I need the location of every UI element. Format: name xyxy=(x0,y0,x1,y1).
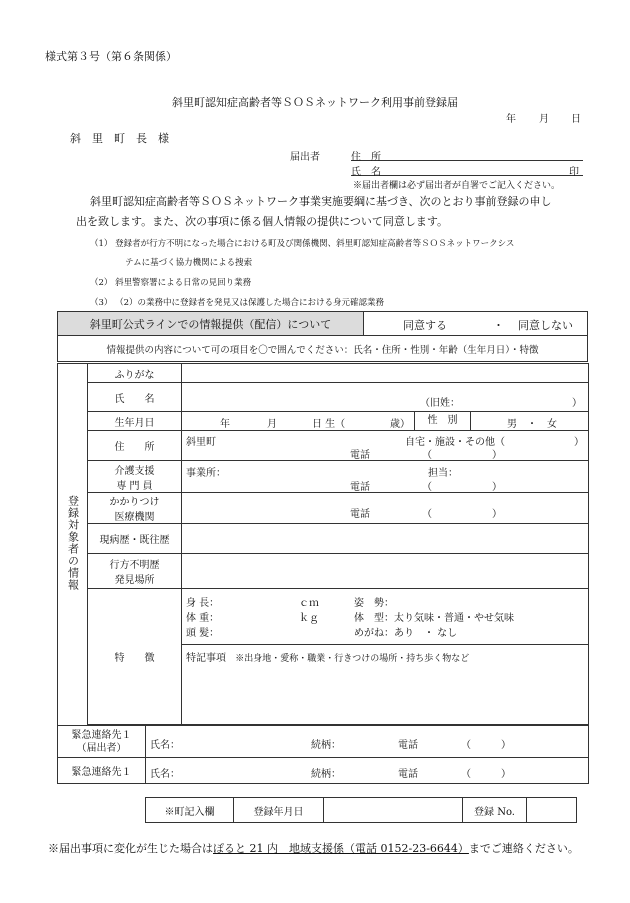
registration-side-label: 登録対象者の情報 xyxy=(58,364,88,726)
line-consent-label: 斜里町公式ラインでの情報提供（配信）について xyxy=(58,312,364,335)
registration-table xyxy=(57,363,589,726)
maiden-name-label: （旧姓： xyxy=(420,398,460,409)
ec2-tel-label: 電話 xyxy=(398,769,418,780)
applicant-address-label: 住 所 xyxy=(351,152,381,163)
address-type-close: ） xyxy=(574,437,584,448)
footer-contact: ぽると 21 内 地域支援係（電話 0152-23-6644） xyxy=(213,842,469,855)
ec1-tel-paren: （ ） xyxy=(461,740,511,751)
ec2-relation-label: 続柄： xyxy=(311,769,341,780)
birth-age-unit: 歳） xyxy=(390,419,410,430)
special-notes-field[interactable] xyxy=(182,645,589,725)
gender-options[interactable]: 男 ・ 女 xyxy=(507,419,557,430)
in-charge-label: 担当： xyxy=(428,468,458,479)
form-title: 斜里町認知症高齢者等ＳＯＳネットワーク利用事前登録届 xyxy=(172,96,458,109)
furigana-label: ふりがな xyxy=(88,364,182,383)
registration-date-field[interactable] xyxy=(324,798,463,823)
ec2-name-label: 氏名： xyxy=(150,769,180,780)
registration-no-field[interactable] xyxy=(527,798,577,823)
emergency-contact-1-field[interactable] xyxy=(146,726,589,758)
form-number: 様式第３号（第６条関係） xyxy=(45,50,177,63)
applicant-name-field[interactable] xyxy=(351,163,583,176)
weight-label: 体 重： xyxy=(186,613,220,624)
care-tel-paren: （ ） xyxy=(422,482,502,493)
birth-year-unit: 年 xyxy=(220,419,230,430)
item-1: （1） 登録者が行方不明になった場合における町及び関係機関、斜里町認知症高齢者等ＳＯＳネットワークシス xyxy=(90,239,515,249)
option-separator: ・ xyxy=(493,319,504,332)
height-label: 身 長： xyxy=(186,598,220,609)
birthdate-row xyxy=(182,412,589,431)
emergency-contact-1-label: 緊急連絡先１ （届出者） xyxy=(58,726,146,758)
address-field[interactable] xyxy=(182,431,589,461)
footer-note xyxy=(48,840,579,856)
date-year: 年 xyxy=(506,114,516,125)
office-use-label: ※町記入欄 xyxy=(146,798,234,823)
address-tel-label: 電話 xyxy=(350,450,370,461)
care-tel-label: 電話 xyxy=(350,482,370,493)
emergency-contact-2-field[interactable] xyxy=(146,758,589,784)
clinic-tel-paren: （ ） xyxy=(422,509,502,520)
birth-month-unit: 月 xyxy=(267,419,277,430)
emergency-contacts-table xyxy=(57,725,589,784)
emergency-contact-2-label: 緊急連絡先１ xyxy=(58,758,146,784)
build-options: 体 型：太り気味・普通・やせ気味 xyxy=(354,613,514,624)
glasses-options: めがね：あり ・ なし xyxy=(354,628,458,639)
registration-no-label: 登録 No. xyxy=(463,798,527,823)
agree-option[interactable]: 同意する xyxy=(403,319,447,332)
line-consent-row xyxy=(57,311,588,336)
posture-label: 姿 勢： xyxy=(354,598,394,609)
address-tel-paren: （ ） xyxy=(422,450,502,461)
features-label: 特 徴 xyxy=(88,589,182,725)
footer-post: までご連絡ください。 xyxy=(468,842,579,855)
clinic-field[interactable] xyxy=(182,493,589,524)
item-3: （3） （2）の業務中に登録者を発見又は保護した場合における身元確認業務 xyxy=(90,298,385,308)
birthdate-label: 生年月日 xyxy=(88,412,182,431)
special-notes-label: 特記事項 xyxy=(186,653,226,664)
registration-date-label: 登録年月日 xyxy=(234,798,324,823)
seal-mark: 印 xyxy=(569,167,579,178)
clinic-label: かかりつけ 医療機関 xyxy=(88,493,182,524)
address-label: 住 所 xyxy=(88,431,182,461)
maiden-name-close: ） xyxy=(572,398,582,409)
date-day: 日 xyxy=(571,114,581,125)
clinic-tel-label: 電話 xyxy=(350,509,370,520)
address-town: 斜里町 xyxy=(186,437,216,448)
addressee: 斜 里 町 長 様 xyxy=(70,132,169,145)
body-line-2: 出を致します。また、次の事項に係る個人情報の提供について同意します。 xyxy=(76,215,449,228)
gender-label: 性 別 xyxy=(414,412,471,430)
ec2-tel-paren: （ ） xyxy=(461,769,511,780)
ec1-name-label: 氏名： xyxy=(150,740,180,751)
medical-history-field[interactable] xyxy=(182,524,589,554)
special-notes-hint: ※出身地・愛称・職業・行きつけの場所・持ち歩く物など xyxy=(235,654,470,664)
furigana-field[interactable] xyxy=(182,364,589,383)
missing-history-label: 行方不明歴 発見場所 xyxy=(88,554,182,589)
ec1-tel-label: 電話 xyxy=(398,740,418,751)
care-manager-field[interactable] xyxy=(182,461,589,493)
name-label: 氏 名 xyxy=(88,383,182,412)
physical-features-field[interactable] xyxy=(182,589,589,645)
applicant-note: ※届出者欄は必ず届出者が自署でご記入ください。 xyxy=(353,181,561,191)
date-month: 月 xyxy=(539,114,549,125)
office-use-table xyxy=(145,797,577,823)
hair-label: 頭 髪： xyxy=(186,628,220,639)
address-type: 自宅・施設・その他（ xyxy=(405,437,505,448)
missing-history-field[interactable] xyxy=(182,554,589,589)
name-field[interactable] xyxy=(182,383,589,412)
height-unit: ｃｍ xyxy=(299,598,319,609)
applicant-label: 届出者 xyxy=(290,152,320,163)
applicant-address-field[interactable] xyxy=(351,148,583,161)
weight-unit: ｋｇ xyxy=(299,613,319,624)
body-line-1: 斜里町認知症高齢者等ＳＯＳネットワーク事業実施要綱に基づき、次のとおり事前登録の申し xyxy=(90,195,552,208)
office-label: 事業所： xyxy=(186,468,226,479)
footer-pre: ※届出事項に変化が生じた場合は xyxy=(48,842,213,855)
ec1-relation-label: 続柄： xyxy=(311,740,341,751)
disagree-option[interactable]: 同意しない xyxy=(518,319,573,332)
item-2: （2） 斜里警察署による日常の見回り業務 xyxy=(90,278,252,288)
line-instruction: 情報提供の内容について可の項目を〇で囲んでください：氏名・住所・性別・年齢（生年月日）・特徴 xyxy=(57,336,588,362)
applicant-name-label: 氏 名 xyxy=(351,167,381,178)
item-1-cont: テムに基づく協力機関による捜索 xyxy=(125,258,253,268)
medical-history-label: 現病歴・既往歴 xyxy=(88,524,182,554)
birth-day-unit: 日 生（ xyxy=(312,419,346,430)
care-manager-label: 介護支援 専 門 員 xyxy=(88,461,182,493)
